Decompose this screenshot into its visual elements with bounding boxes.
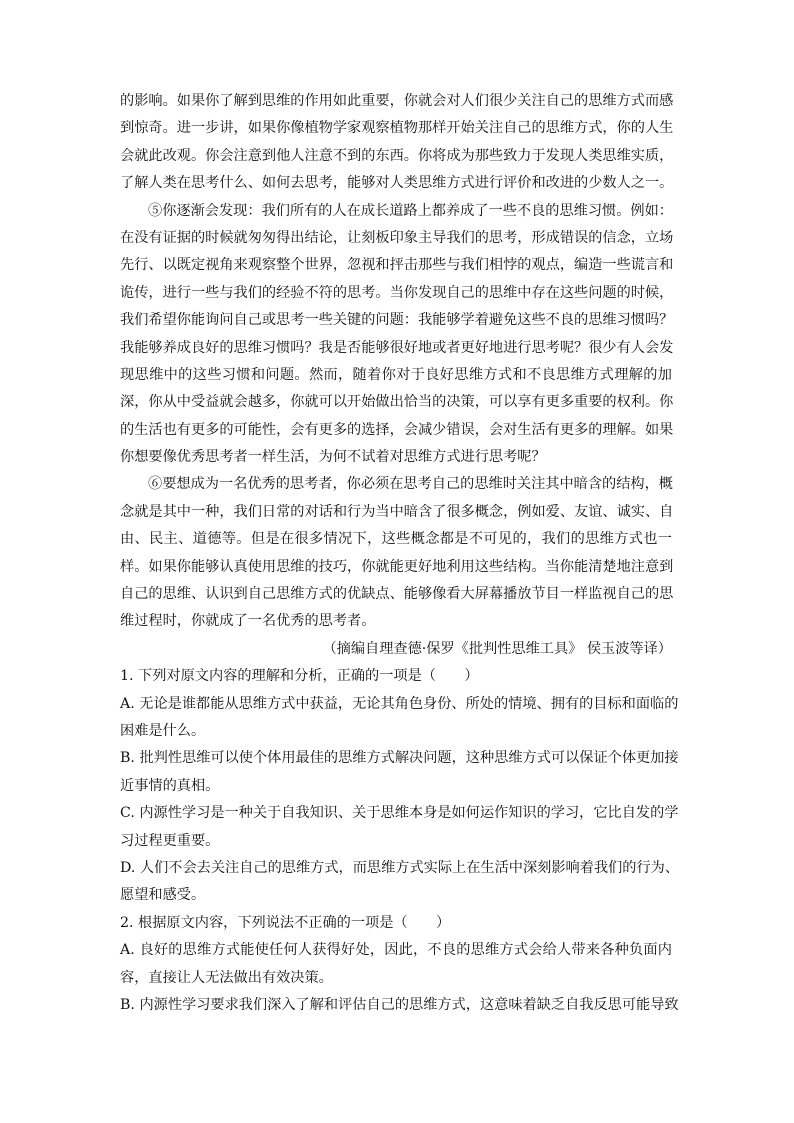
q2-option-a: 容，直接让人无法做出有效决策。: [120, 969, 333, 986]
para4-line: 会就此改观。你会注意到他人注意不到的东西。你将成为那些致力于发现人类思维实质，: [120, 147, 674, 164]
para6-line: 样。如果你能够认真使用思维的技巧，你就能更好地利用这些结构。当你能清楚地注意到: [120, 558, 674, 575]
para5-line: 在没有证据的时候就匆匆得出结论，让刻板印象主导我们的思考，形成错误的信念，立场: [120, 229, 674, 246]
question-2-stem: 2. 根据原文内容，下列说法不正确的一项是（ ）: [120, 914, 451, 931]
para6-line: 维过程时，你就成了一名优秀的思考者。: [120, 613, 376, 630]
q1-option-a: 困难是什么。: [120, 722, 206, 739]
para4-line: 了解人类在思考什么、如何去思考，能够对人类思维方式进行评价和改进的少数人之一。: [120, 175, 674, 192]
q1-option-c: C. 内源性学习是一种关于自我知识、关于思维本身是如何运作知识的学习，它比自发的学: [120, 805, 679, 822]
q2-option-a: A. 良好的思维方式能使任何人获得好处，因此，不良的思维方式会给人带来各种负面内: [120, 942, 672, 959]
para6-line: 念就是其中一种，我们日常的对话和行为当中暗含了很多概念，例如爱、友谊、诚实、自: [120, 503, 674, 520]
para5-line: 深，你从中受益就会越多，你就可以开始做出恰当的决策，可以享有更多重要的权利。你: [120, 394, 674, 411]
para5-line: 我能够养成良好的思维习惯吗？我是否能够很好地或者更好地进行思考呢？很少有人会发: [120, 339, 674, 356]
para5-line: 我们希望你能询问自己或思考一些关键的问题：我能够学着避免这些不良的思维习惯吗？: [120, 312, 674, 329]
para6-line: 由、民主、道德等。但是在很多情况下，这些概念都是不可见的，我们的思维方式也一: [120, 531, 672, 548]
q1-option-d: 愿望和感受。: [120, 887, 206, 904]
para5-line: 诡传，进行一些与我们的经验不符的思考。当你发现自己的思维中存在这些问题的时候，: [120, 284, 674, 301]
para5-line: 现思维中的这些习惯和问题。然而，随着你对于良好思维方式和不良思维方式理解的加: [120, 366, 672, 383]
para4-line: 到惊奇。进一步讲，如果你像植物学家观察植物那样开始关注自己的思维方式，你的人生: [120, 120, 674, 137]
document-page: [120, 88, 680, 1019]
para5-line: 先行、以既定视角来观察整个世界，忽视和抨击那些与我们相悖的观点，编造一些谎言和: [120, 257, 674, 274]
para5-line: 你想要像优秀思考者一样生活，为何不试着对思维方式进行思考呢？: [120, 449, 546, 466]
q1-option-d: D. 人们不会去关注自己的思维方式，而思维方式实际上在生活中深刻影响着我们的行为、: [120, 859, 680, 876]
q1-option-c: 习过程更重要。: [120, 832, 220, 849]
para6-line: ⑥要想成为一名优秀的思考者，你必须在思考自己的思维时关注其中暗含的结构，概: [148, 476, 673, 493]
q2-option-b: B. 内源性学习要求我们深入了解和评估自己的思维方式，这意味着缺乏自我反思可能导致: [120, 996, 679, 1013]
source-citation: （摘编自理查德·保罗《批判性思维工具》 侯玉波等译）: [322, 640, 672, 657]
para5-line: ⑤你逐渐会发现：我们所有的人在成长道路上都养成了一些不良的思维习惯。例如：: [148, 202, 673, 219]
q1-option-a: A. 无论是谁都能从思维方式中获益，无论其角色身份、所处的情境、拥有的目标和面临的: [120, 695, 679, 712]
q1-option-b: 近事情的真相。: [120, 777, 220, 794]
para5-line: 的生活也有更多的可能性，会有更多的选择，会减少错误，会对生活有更多的理解。如果: [120, 421, 674, 438]
para6-line: 自己的思维、认识到自己思维方式的优缺点、能够像看大屏幕播放节目一样监视自己的思: [120, 586, 674, 603]
question-1-stem: 1. 下列对原文内容的理解和分析，正确的一项是（ ）: [120, 668, 479, 685]
para4-line: 的影响。如果你了解到思维的作用如此重要，你就会对人们很少关注自己的思维方式而感: [120, 93, 674, 109]
q1-option-b: B. 批判性思维可以使个体用最佳的思维方式解决问题，这种思维方式可以保证个体更加接: [120, 750, 679, 767]
